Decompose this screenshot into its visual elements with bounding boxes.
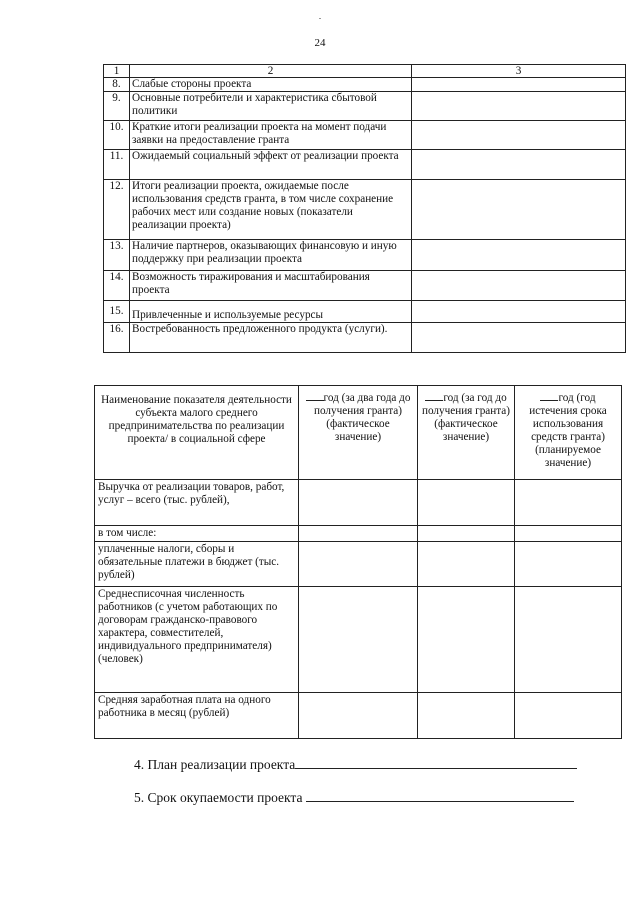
row-value-cell[interactable] [412,150,626,180]
row-value-cell[interactable] [412,92,626,121]
table1-row [104,78,626,92]
table1-row [104,301,626,323]
table1-header-row [104,65,626,78]
row-number: 15. [104,301,130,323]
one-year-before-header-text: год (за год до получения гранта) (фактическое значение) [422,392,510,443]
row-value-cell[interactable] [412,78,626,92]
indicator-value-cell[interactable] [299,693,418,739]
row-label: Возможность тиражирования и масштабирования проекта [130,271,412,301]
table1-row [104,150,626,180]
row-label: Слабые стороны проекта [130,78,412,92]
row-label: Краткие итоги реализации проекта на момент подачи заявки на предоставление гранта [130,121,412,150]
indicator-name-header: Наименование показателя деятельности субъекта малого среднего предпринимательства по реализации проекта/ в социальной сфере [95,386,299,480]
payback-period-fill[interactable] [306,789,574,802]
payback-period-line [134,789,574,806]
indicator-value-cell[interactable] [299,542,418,587]
table1-row [104,92,626,121]
row-number: 16. [104,323,130,353]
row-number: 10. [104,121,130,150]
indicator-value-cell[interactable] [515,542,622,587]
table1-row [104,240,626,271]
row-label: Ожидаемый социальный эффект от реализации проекта [130,150,412,180]
table2-row [95,693,622,739]
payback-period-label: 5. Срок окупаемости проекта [134,790,303,805]
row-number: 9. [104,92,130,121]
project-plan-label: 4. План реализации проекта [134,757,296,772]
row-value-cell[interactable] [412,240,626,271]
table1-row [104,323,626,353]
two-years-before-header-text: год (за два года до получения гранта) (фактическое значение) [314,392,411,443]
indicator-label: в том числе: [95,526,299,542]
row-label: Привлеченные и используемые ресурсы [130,301,412,323]
project-plan-line [134,756,577,773]
one-year-before-header [418,386,515,480]
table2-header-row [95,386,622,480]
grant-expiry-year-header-text: год (год истечения срока использования средств гранта) (планируемое значение) [529,392,607,469]
row-number: 14. [104,271,130,301]
row-value-cell[interactable] [412,180,626,240]
table2-row [95,480,622,526]
indicator-value-cell[interactable] [299,480,418,526]
table1-header-col3: 3 [412,65,626,78]
table2-row [95,542,622,587]
indicator-value-cell[interactable] [515,693,622,739]
indicator-value-cell[interactable] [418,693,515,739]
row-label: Наличие партнеров, оказывающих финансовую и иную поддержку при реализации проекта [130,240,412,271]
indicator-value-cell[interactable] [418,542,515,587]
row-number: 12. [104,180,130,240]
row-value-cell[interactable] [412,301,626,323]
row-value-cell[interactable] [412,323,626,353]
table1-row [104,180,626,240]
indicator-value-cell[interactable] [299,526,418,542]
indicator-label: Выручка от реализации товаров, работ, услуг – всего (тыс. рублей), [95,480,299,526]
scan-speck [319,18,321,19]
row-number: 11. [104,150,130,180]
row-label: Основные потребители и характеристика сбытовой политики [130,92,412,121]
table1-header-col2: 2 [130,65,412,78]
row-number: 13. [104,240,130,271]
row-value-cell[interactable] [412,271,626,301]
two-years-before-header [299,386,418,480]
table1-row [104,271,626,301]
indicator-value-cell[interactable] [418,480,515,526]
grant-expiry-year-header [515,386,622,480]
indicator-value-cell[interactable] [515,587,622,693]
page-number: 24 [314,37,326,49]
row-number: 8. [104,78,130,92]
row-value-cell[interactable] [412,121,626,150]
indicators-table [94,385,622,739]
row-label: Итоги реализации проекта, ожидаемые после использования средств гранта, в том числе сохранение рабочих мест или создание новых (показатели реализации проекта) [130,180,412,240]
indicator-label: Средняя заработная плата на одного работника в месяц (рублей) [95,693,299,739]
project-plan-fill[interactable] [295,756,577,769]
table2-row [95,587,622,693]
project-characteristics-table [103,64,626,353]
indicator-label: уплаченные налоги, сборы и обязательные платежи в бюджет (тыс. рублей) [95,542,299,587]
table2-row [95,526,622,542]
row-label: Востребованность предложенного продукта (услуги). [130,323,412,353]
indicator-value-cell[interactable] [418,526,515,542]
table1-header-col1: 1 [104,65,130,78]
indicator-value-cell[interactable] [418,587,515,693]
indicator-value-cell[interactable] [515,480,622,526]
table1-row [104,121,626,150]
indicator-value-cell[interactable] [515,526,622,542]
indicator-label: Среднесписочная численность работников (с учетом работающих по договорам гражданско-правового характера, совместителей, индивидуального предпринимателя) (человек) [95,587,299,693]
indicator-value-cell[interactable] [299,587,418,693]
